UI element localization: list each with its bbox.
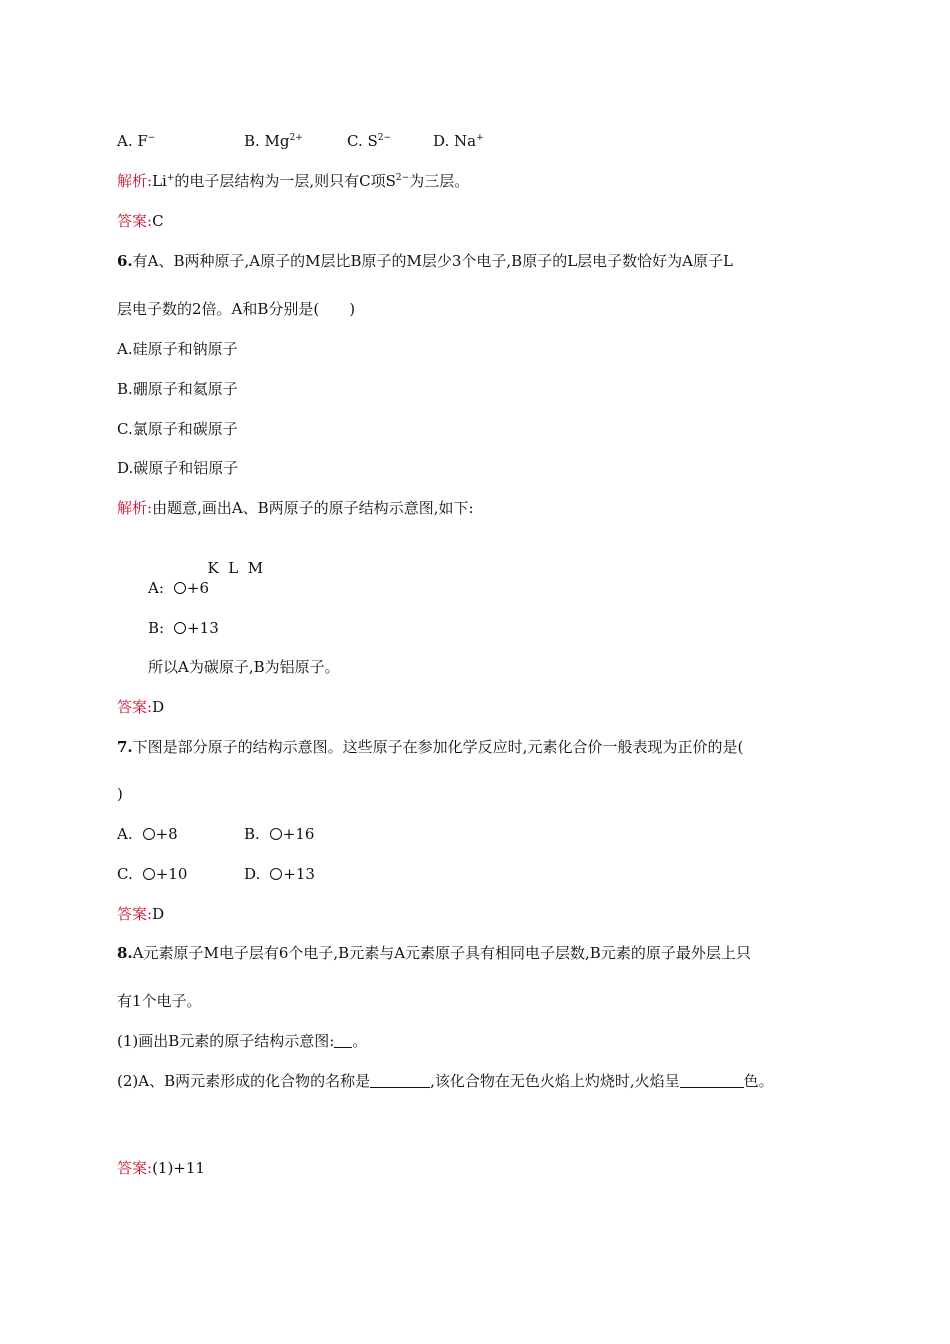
diagram-a [148,578,209,598]
question-text: A元素原子M电子层有6个电子,B元素与A元素原子具有相同电子层数,B元素的原子最外层上只 [132,944,751,962]
nucleus-circle-icon [174,582,186,594]
option-text: A. F [117,132,148,150]
answer-label: 答案: [117,1159,153,1177]
q7-options-row-2 [117,864,315,884]
answer-value: C [152,212,164,230]
analysis-sup-a: + [166,173,175,183]
q7-option-b [244,824,314,844]
q7-option-a [117,824,244,844]
q5-option-a [117,131,244,151]
option-text: C.氯原子和碳原子 [117,420,238,438]
q5-option-c [347,131,433,151]
question-text: 有1个电子。 [117,992,202,1010]
option-sup: + [476,133,484,143]
question-number: 6. [117,252,133,270]
q6-option-b [117,379,238,399]
answer-value: D [152,698,165,716]
option-sup: 2− [377,133,392,143]
q5-answer [117,211,164,231]
option-text: C. S [347,132,378,150]
analysis-text-a: Li [152,172,167,190]
answer-value: D [152,905,165,923]
diagram-b [148,618,219,638]
answer-label: 答案: [117,698,153,716]
nucleus-circle-icon [270,828,282,840]
question-number: 8. [117,944,133,962]
q5-option-d [433,131,484,151]
q6-stem-line-2 [117,299,355,319]
nucleus-circle-icon [270,868,282,880]
sub-question-text: (1)画出B元素的原子结构示意图: [117,1032,335,1050]
conclusion-text: 所以A为碳原子,B为铝原子。 [148,658,340,676]
q5-option-b [244,131,347,151]
nucleus-charge: +16 [282,825,315,843]
q6-analysis [117,498,474,518]
answer-blank[interactable] [680,1073,744,1088]
answer-label: 答案: [117,905,153,923]
nucleus-circle-icon [174,622,186,634]
q8-stem-line-2 [117,991,202,1011]
option-text: D.碳原子和铝原子 [117,459,239,477]
option-text: D. Na [433,132,477,150]
shell-header [198,538,263,578]
nucleus-charge: +13 [283,865,315,883]
q8-stem-line-1 [117,943,751,963]
q8-answer [117,1158,205,1178]
q5-analysis [117,171,469,191]
option-text: B.硼原子和氦原子 [117,380,238,398]
sub-question-text: (2)A、B两元素形成的化合物的名称是 [117,1072,371,1090]
nucleus-charge: +13 [187,619,219,637]
sub-question-text: 。 [352,1032,368,1050]
nucleus-charge: +6 [186,579,210,597]
diagram-label: A: [148,579,164,597]
q7-stem-line-1 [117,737,743,757]
nucleus-circle-icon [143,828,155,840]
q7-stem-line-2 [117,784,123,804]
q7-answer [117,904,164,924]
option-text: B. Mg [244,132,290,150]
nucleus-charge: +10 [155,865,188,883]
analysis-text: 由题意,画出A、B两原子的原子结构示意图,如下: [152,499,474,517]
analysis-label: 解析: [117,499,153,517]
analysis-label: 解析: [117,172,153,190]
q6-option-d [117,458,238,478]
nucleus-charge: +8 [155,825,178,843]
option-sup: 2+ [289,133,303,143]
q6-conclusion [148,657,340,677]
analysis-text-b: 的电子层结构为一层,则只有C项S [174,172,396,190]
q6-option-a [117,339,238,359]
answer-value: (1)+11 [152,1159,205,1177]
question-number: 7. [117,738,133,756]
answer-blank[interactable] [370,1073,430,1088]
diagram-label: B: [148,619,165,637]
option-letter: B. [244,825,260,843]
answer-label: 答案: [117,212,153,230]
q6-option-c [117,419,238,439]
option-letter: C. [117,865,133,883]
question-text: ) [117,785,123,803]
question-text: 层电子数的2倍。A和B分别是( ) [117,300,356,318]
q8-sub-question-1 [117,1031,367,1051]
q7-option-c [117,864,244,884]
option-letter: D. [244,865,261,883]
analysis-text-c: 为三层。 [409,172,470,190]
q7-option-d [244,864,315,884]
question-text: 下图是部分原子的结构示意图。这些原子在参加化学反应时,元素化合价一般表现为正价的是( [132,738,744,756]
q6-stem-line-1 [117,251,733,271]
question-text: 有A、B两种原子,A原子的M层比B原子的M层少3个电子,B原子的L层电子数恰好为A原子L [132,252,733,270]
answer-blank[interactable] [334,1033,352,1048]
q7-options-row-1 [117,824,314,844]
nucleus-circle-icon [143,868,155,880]
shell-labels: K L M [207,559,264,577]
analysis-sup-b: 2− [395,173,410,183]
q8-sub-question-2 [117,1071,774,1091]
sub-question-text: ,该化合物在无色火焰上灼烧时,火焰呈 [430,1072,680,1090]
option-sup: − [147,133,156,143]
q6-answer [117,697,164,717]
sub-question-text: 色。 [743,1072,774,1090]
option-letter: A. [117,825,133,843]
q5-options [117,131,484,151]
option-text: A.硅原子和钠原子 [117,340,238,358]
